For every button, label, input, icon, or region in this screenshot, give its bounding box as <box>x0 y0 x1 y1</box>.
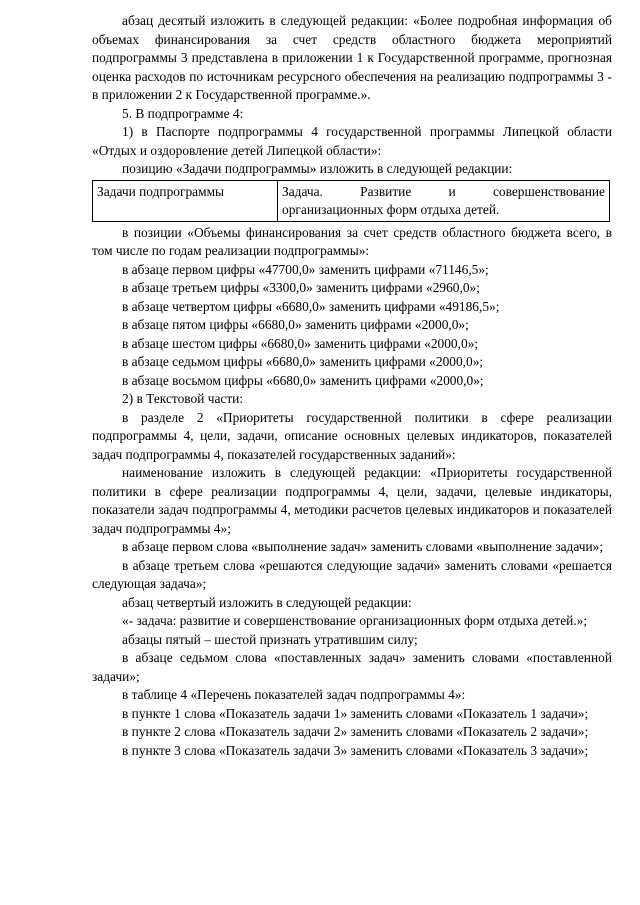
paragraph: абзацы пятый – шестой признать утратившим силу; <box>122 631 418 647</box>
paragraph: в пункте 3 слова «Показатель задачи 3» заменить словами «Показатель 3 задачи»; <box>122 742 589 758</box>
paragraph: позицию «Задачи подпрограммы» изложить в следующей редакции: <box>122 161 513 176</box>
paragraph: в абзаце седьмом цифры «6680,0» заменить цифрами «2000,0»; <box>122 354 484 369</box>
paragraph: в позиции «Объемы финансирования за счет средств областного бюджета всего, в том числе по годам реализации подпрограммы»: <box>92 224 612 258</box>
paragraph: в абзаце седьмом слова «поставленных задач» заменить словами «поставленной задачи»; <box>92 650 612 684</box>
table-cell-label: Задачи подпрограммы <box>93 180 278 221</box>
paragraph: в абзаце пятом цифры «6680,0» заменить цифрами «2000,0»; <box>122 317 469 332</box>
paragraph: в абзаце третьем слова «решаются следующие задачи» заменить словами «решается следующая задача»; <box>92 557 612 591</box>
paragraph: в абзаце шестом цифры «6680,0» заменить цифрами «2000,0»; <box>122 335 479 351</box>
paragraph: 2) в Текстовой части: <box>122 391 244 406</box>
paragraph: в разделе 2 «Приоритеты государственной политики в сфере реализации подпрограммы 4, цели, задачи, описание основных целевых индикаторов, показателей задач подпрограммы 4, показателей государственных заданий»: <box>92 409 612 462</box>
table-row <box>93 180 610 221</box>
paragraph: в пункте 2 слова «Показатель задачи 2» заменить словами «Показатель 2 задачи»; <box>122 724 589 739</box>
document-page <box>92 12 612 760</box>
paragraph: абзац десятый изложить в следующей редакции: «Более подробная информация об объемах финансирования за счет средств областного бюджета мероприятий подпрограммы 3 представлена в приложении 1 к Государственной программе, прогнозная оценка расходов по источникам ресурсного обеспечения на реализацию подпрограммы 3 - в приложении 2 к Государственной программе.». <box>92 13 612 102</box>
paragraph: в пункте 1 слова «Показатель задачи 1» заменить словами «Показатель 1 задачи»; <box>122 705 589 721</box>
paragraph: абзац четвертый изложить в следующей редакции: <box>122 594 412 610</box>
table-cell-value: Задача. Развитие и совершенствование организационных форм отдыха детей. <box>278 180 610 221</box>
paragraph: «- задача: развитие и совершенствование организационных форм отдыха детей.»; <box>122 613 588 628</box>
paragraph: в абзаце первом цифры «47700,0» заменить цифрами «71146,5»; <box>122 261 489 277</box>
paragraph: в абзаце третьем цифры «3300,0» заменить цифрами «2960,0»; <box>122 280 480 295</box>
paragraph: 5. В подпрограмме 4: <box>122 105 244 121</box>
paragraph: наименование изложить в следующей редакции: «Приоритеты государственной политики в сфере реализации подпрограммы 4, цели, задачи, целевые индикаторы, показатели задач подпрограммы 4, методики расчетов целевых индикаторов и показателей задач подпрограммы 4»; <box>92 465 612 536</box>
paragraph: в абзаце первом слова «выполнение задач» заменить словами «выполнение задачи»; <box>122 539 604 554</box>
tasks-table <box>92 180 610 222</box>
paragraph: в таблице 4 «Перечень показателей задач подпрограммы 4»: <box>122 687 466 702</box>
paragraph: 1) в Паспорте подпрограммы 4 государственной программы Липецкой области «Отдых и оздоровление детей Липецкой области»: <box>92 124 612 158</box>
paragraph: в абзаце восьмом цифры «6680,0» заменить цифрами «2000,0»; <box>122 372 484 388</box>
paragraph: в абзаце четвертом цифры «6680,0» заменить цифрами «49186,5»; <box>122 298 500 314</box>
